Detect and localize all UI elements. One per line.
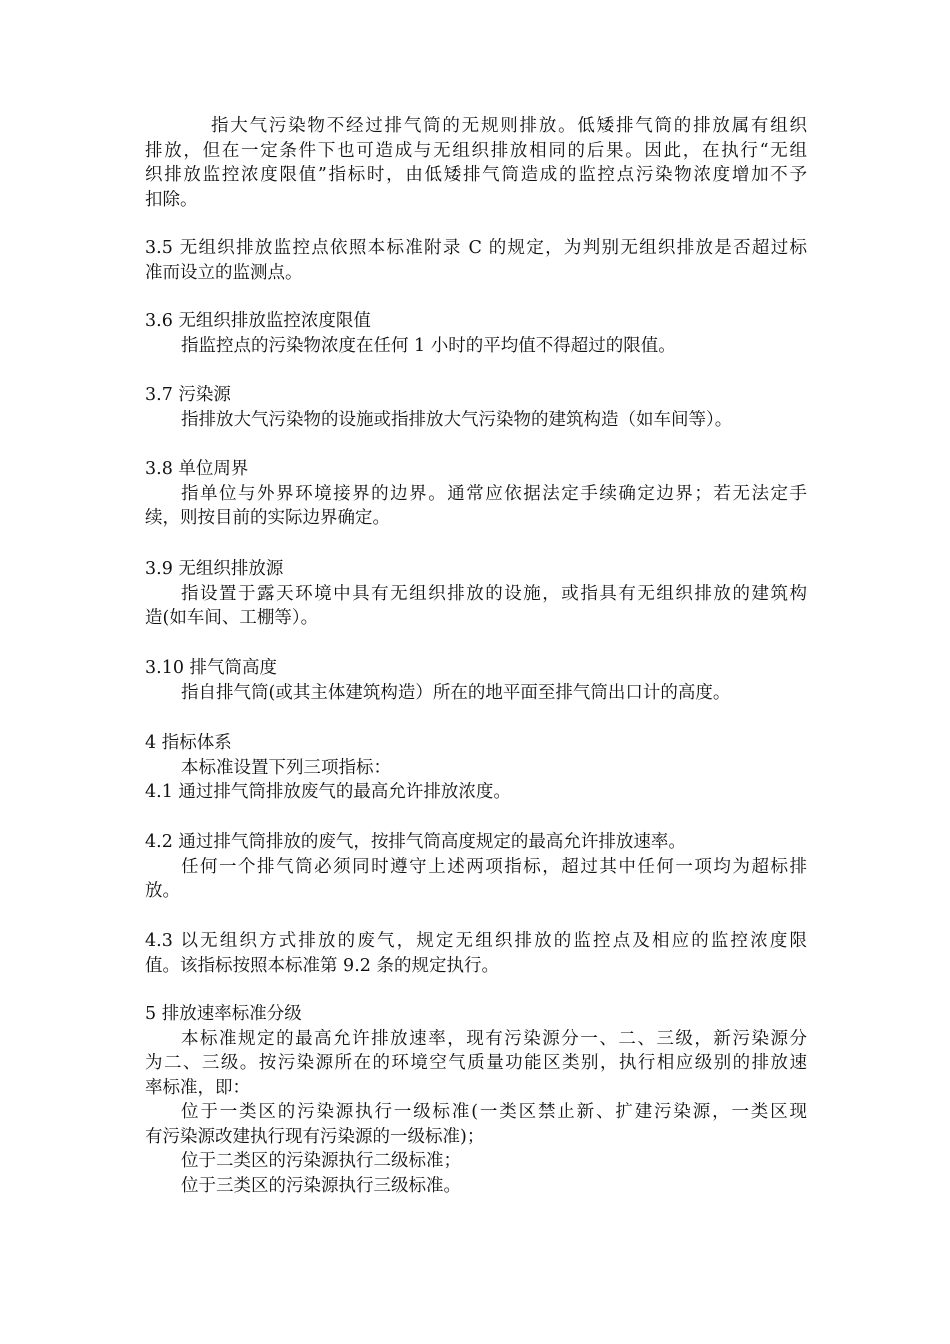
section-line: 位于一类区的污染源执行一级标准(一类区禁止新、扩建污染源，一类区现	[181, 1102, 807, 1122]
section-4-3	[145, 929, 807, 978]
indicator-item: 4.2 通过排气筒排放的废气，按排气筒高度规定的最高允许排放速率。	[145, 832, 686, 852]
section-heading: 3.9 无组织排放源	[145, 559, 284, 579]
intro-line: 指大气污染物不经过排气筒的无规则排放。低矮排气筒的排放属有组织	[211, 116, 807, 136]
section-body: 指监控点的污染物浓度在任何 1 小时的平均值不得超过的限值。	[181, 335, 676, 356]
section-line: 值。该指标按照本标准第 9.2 条的规定执行。	[145, 955, 499, 976]
section-line: 任何一个排气筒必须同时遵守上述两项指标，超过其中任何一项均为超标排	[181, 856, 807, 877]
section-line: 4.3 以无组织方式排放的废气，规定无组织排放的监控点及相应的监控浓度限	[145, 931, 807, 951]
section-intro: 本标准设置下列三项指标：	[181, 757, 391, 778]
section-3-5	[145, 236, 807, 285]
section-line: 位于三类区的污染源执行三级标准。	[181, 1175, 461, 1196]
section-line: 率标准，即：	[145, 1077, 250, 1098]
section-4	[145, 731, 807, 805]
section-heading: 5 排放速率标准分级	[145, 1004, 302, 1024]
section-heading: 3.8 单位周界	[145, 459, 249, 479]
section-line: 为二、三级。按污染源所在的环境空气质量功能区类别，执行相应级别的排放速	[145, 1053, 807, 1073]
intro-line: 织排放监控浓度限值”指标时，由低矮排气筒造成的监控点污染物浓度增加不予	[145, 165, 807, 185]
section-line: 准而设立的监测点。	[145, 262, 303, 283]
section-line: 续，则按目前的实际边界确定。	[145, 508, 390, 528]
section-3-6	[145, 309, 807, 358]
section-line: 指设置于露天环境中具有无组织排放的设施，或指具有无组织排放的建筑构	[181, 583, 807, 604]
section-line: 指单位与外界环境接界的边界。通常应依据法定手续确定边界；若无法定手	[181, 483, 807, 504]
section-3-10	[145, 656, 807, 705]
section-body: 指排放大气污染物的设施或指排放大气污染物的建筑构造（如车间等）。	[181, 409, 733, 430]
section-line: 本标准规定的最高允许排放速率，现有污染源分一、二、三级，新污染源分	[181, 1028, 807, 1049]
section-3-9	[145, 557, 807, 631]
section-body: 指自排气筒(或其主体建筑构造）所在的地平面至排气筒出口计的高度。	[181, 682, 731, 703]
intro-line: 扣除。	[145, 189, 198, 210]
section-line: 3.5 无组织排放监控点依照本标准附录 C 的规定，为判别无组织排放是否超过标	[145, 238, 807, 258]
section-line: 有污染源改建执行现有污染源的一级标准)；	[145, 1126, 485, 1147]
section-heading: 3.7 污染源	[145, 385, 231, 405]
section-heading: 4 指标体系	[145, 733, 232, 753]
section-line: 位于二类区的污染源执行二级标准；	[181, 1151, 461, 1171]
section-heading: 3.10 排气筒高度	[145, 658, 278, 678]
section-heading: 3.6 无组织排放监控浓度限值	[145, 311, 371, 331]
section-4-2	[145, 830, 807, 904]
intro-line: 排放，但在一定条件下也可造成与无组织排放相同的后果。因此，在执行“无组	[145, 140, 807, 161]
section-5	[145, 1002, 807, 1198]
intro-paragraph	[145, 114, 807, 212]
section-line: 放。	[145, 881, 180, 901]
section-3-7	[145, 383, 807, 432]
section-3-8	[145, 457, 807, 531]
indicator-item: 4.1 通过排气筒排放废气的最高允许排放浓度。	[145, 782, 511, 802]
section-line: 造(如车间、工棚等）。	[145, 608, 319, 628]
